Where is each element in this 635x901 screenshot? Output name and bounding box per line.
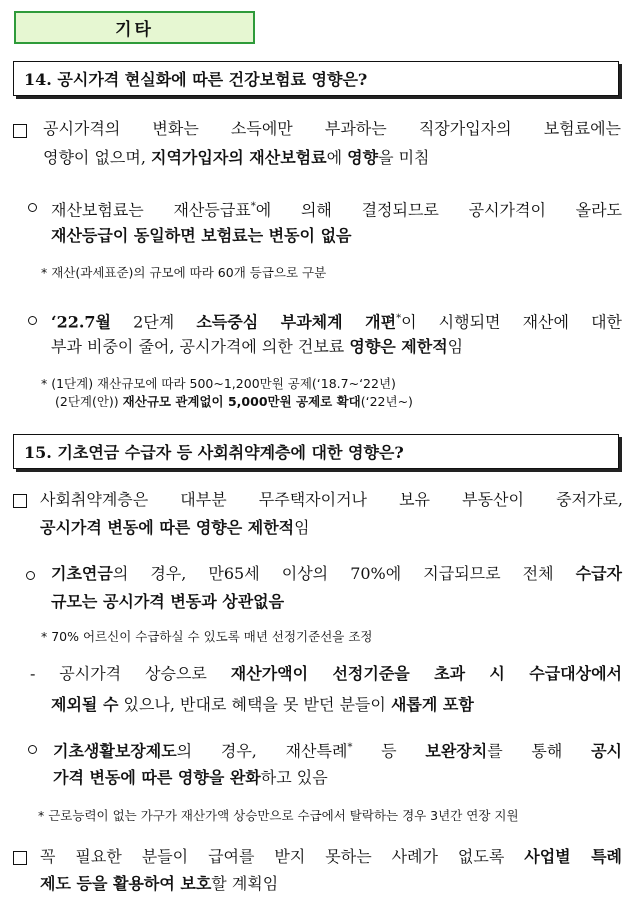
bullet-circle-icon <box>26 571 35 580</box>
question-14-title: 14. 공시가격 현실화에 따른 건강보험료 영향은? <box>13 61 619 96</box>
q14-note2b: (2단계(안)) 재산규모 관계없이 5,000만원 공제로 확대(‘22년~) <box>55 394 413 409</box>
q14-bullet2-line1: ‘22.7월 2단계 소득중심 부과체계 개편*이 시행되면 재산에 대한 <box>51 312 622 332</box>
q15-paragraph-line2: 공시가격 변동에 따른 영향은 제한적임 <box>40 518 310 537</box>
q15-paragraph2-line1: 꼭 필요한 분들이 급여를 받지 못하는 사례가 없도록 사업별 특례 <box>40 847 622 866</box>
q15-note1: * 70% 어르신이 수급하실 수 있도록 매년 선정기준선을 조정 <box>41 629 373 644</box>
q15-bullet1-line2: 규모는 공시가격 변동과 상관없음 <box>51 592 285 611</box>
checkbox-square-icon <box>13 851 27 865</box>
q15-bullet2-line2: 가격 변동에 따른 영향을 완화하고 있음 <box>53 768 328 787</box>
q14-paragraph-line1: 공시가격의 변화는 소득에만 부과하는 직장가입자의 보험료에는 <box>43 119 621 138</box>
bullet-circle-icon <box>28 316 37 325</box>
q15-bullet2-line1: 기초생활보장제도의 경우, 재산특례* 등 보완장치를 통해 공시 <box>53 741 622 761</box>
q15-paragraph2-line2: 제도 등을 활용하여 보호할 계획임 <box>40 874 279 893</box>
q14-bullet1-line1: 재산보험료는 재산등급표*에 의해 결정되므로 공시가격이 올라도 <box>51 200 623 220</box>
q14-paragraph-line2: 영향이 없으며, 지역가입자의 재산보험료에 영향을 미침 <box>43 148 430 167</box>
q15-bullet1-line1: 기초연금의 경우, 만65세 이상의 70%에 지급되므로 전체 수급자 <box>51 564 622 583</box>
q14-note1: * 재산(과세표준)의 규모에 따라 60개 등급으로 구분 <box>41 265 327 280</box>
q15-dash-line2: 제외될 수 있으나, 반대로 혜택을 못 받던 분들이 새롭게 포함 <box>51 695 474 714</box>
q14-note2a: * (1단계) 재산규모에 따라 500~1,200만원 공제(‘18.7~‘22년) <box>41 376 396 391</box>
question-15-title: 15. 기초연금 수급자 등 사회취약계층에 대한 영향은? <box>13 434 619 469</box>
section-tag: 기타 <box>14 11 255 44</box>
q15-paragraph-line1: 사회취약계층은 대부분 무주택자이거나 보유 부동산이 중저가로, <box>40 490 623 509</box>
q14-bullet2-line2: 부과 비중이 줄어, 공시가격에 의한 건보료 영향은 제한적임 <box>51 337 464 356</box>
checkbox-square-icon <box>13 124 27 138</box>
bullet-circle-icon <box>28 203 37 212</box>
q14-bullet1-line2: 재산등급이 동일하면 보험료는 변동이 없음 <box>51 226 352 245</box>
bullet-circle-icon <box>28 745 37 754</box>
q15-note2: * 근로능력이 없는 가구가 재산가액 상승만으로 수급에서 탈락하는 경우 3년간 연장 지원 <box>38 808 519 823</box>
q15-dash-line1: - 공시가격 상승으로 재산가액이 선정기준을 초과 시 수급대상에서 <box>30 664 623 683</box>
checkbox-square-icon <box>13 494 27 508</box>
